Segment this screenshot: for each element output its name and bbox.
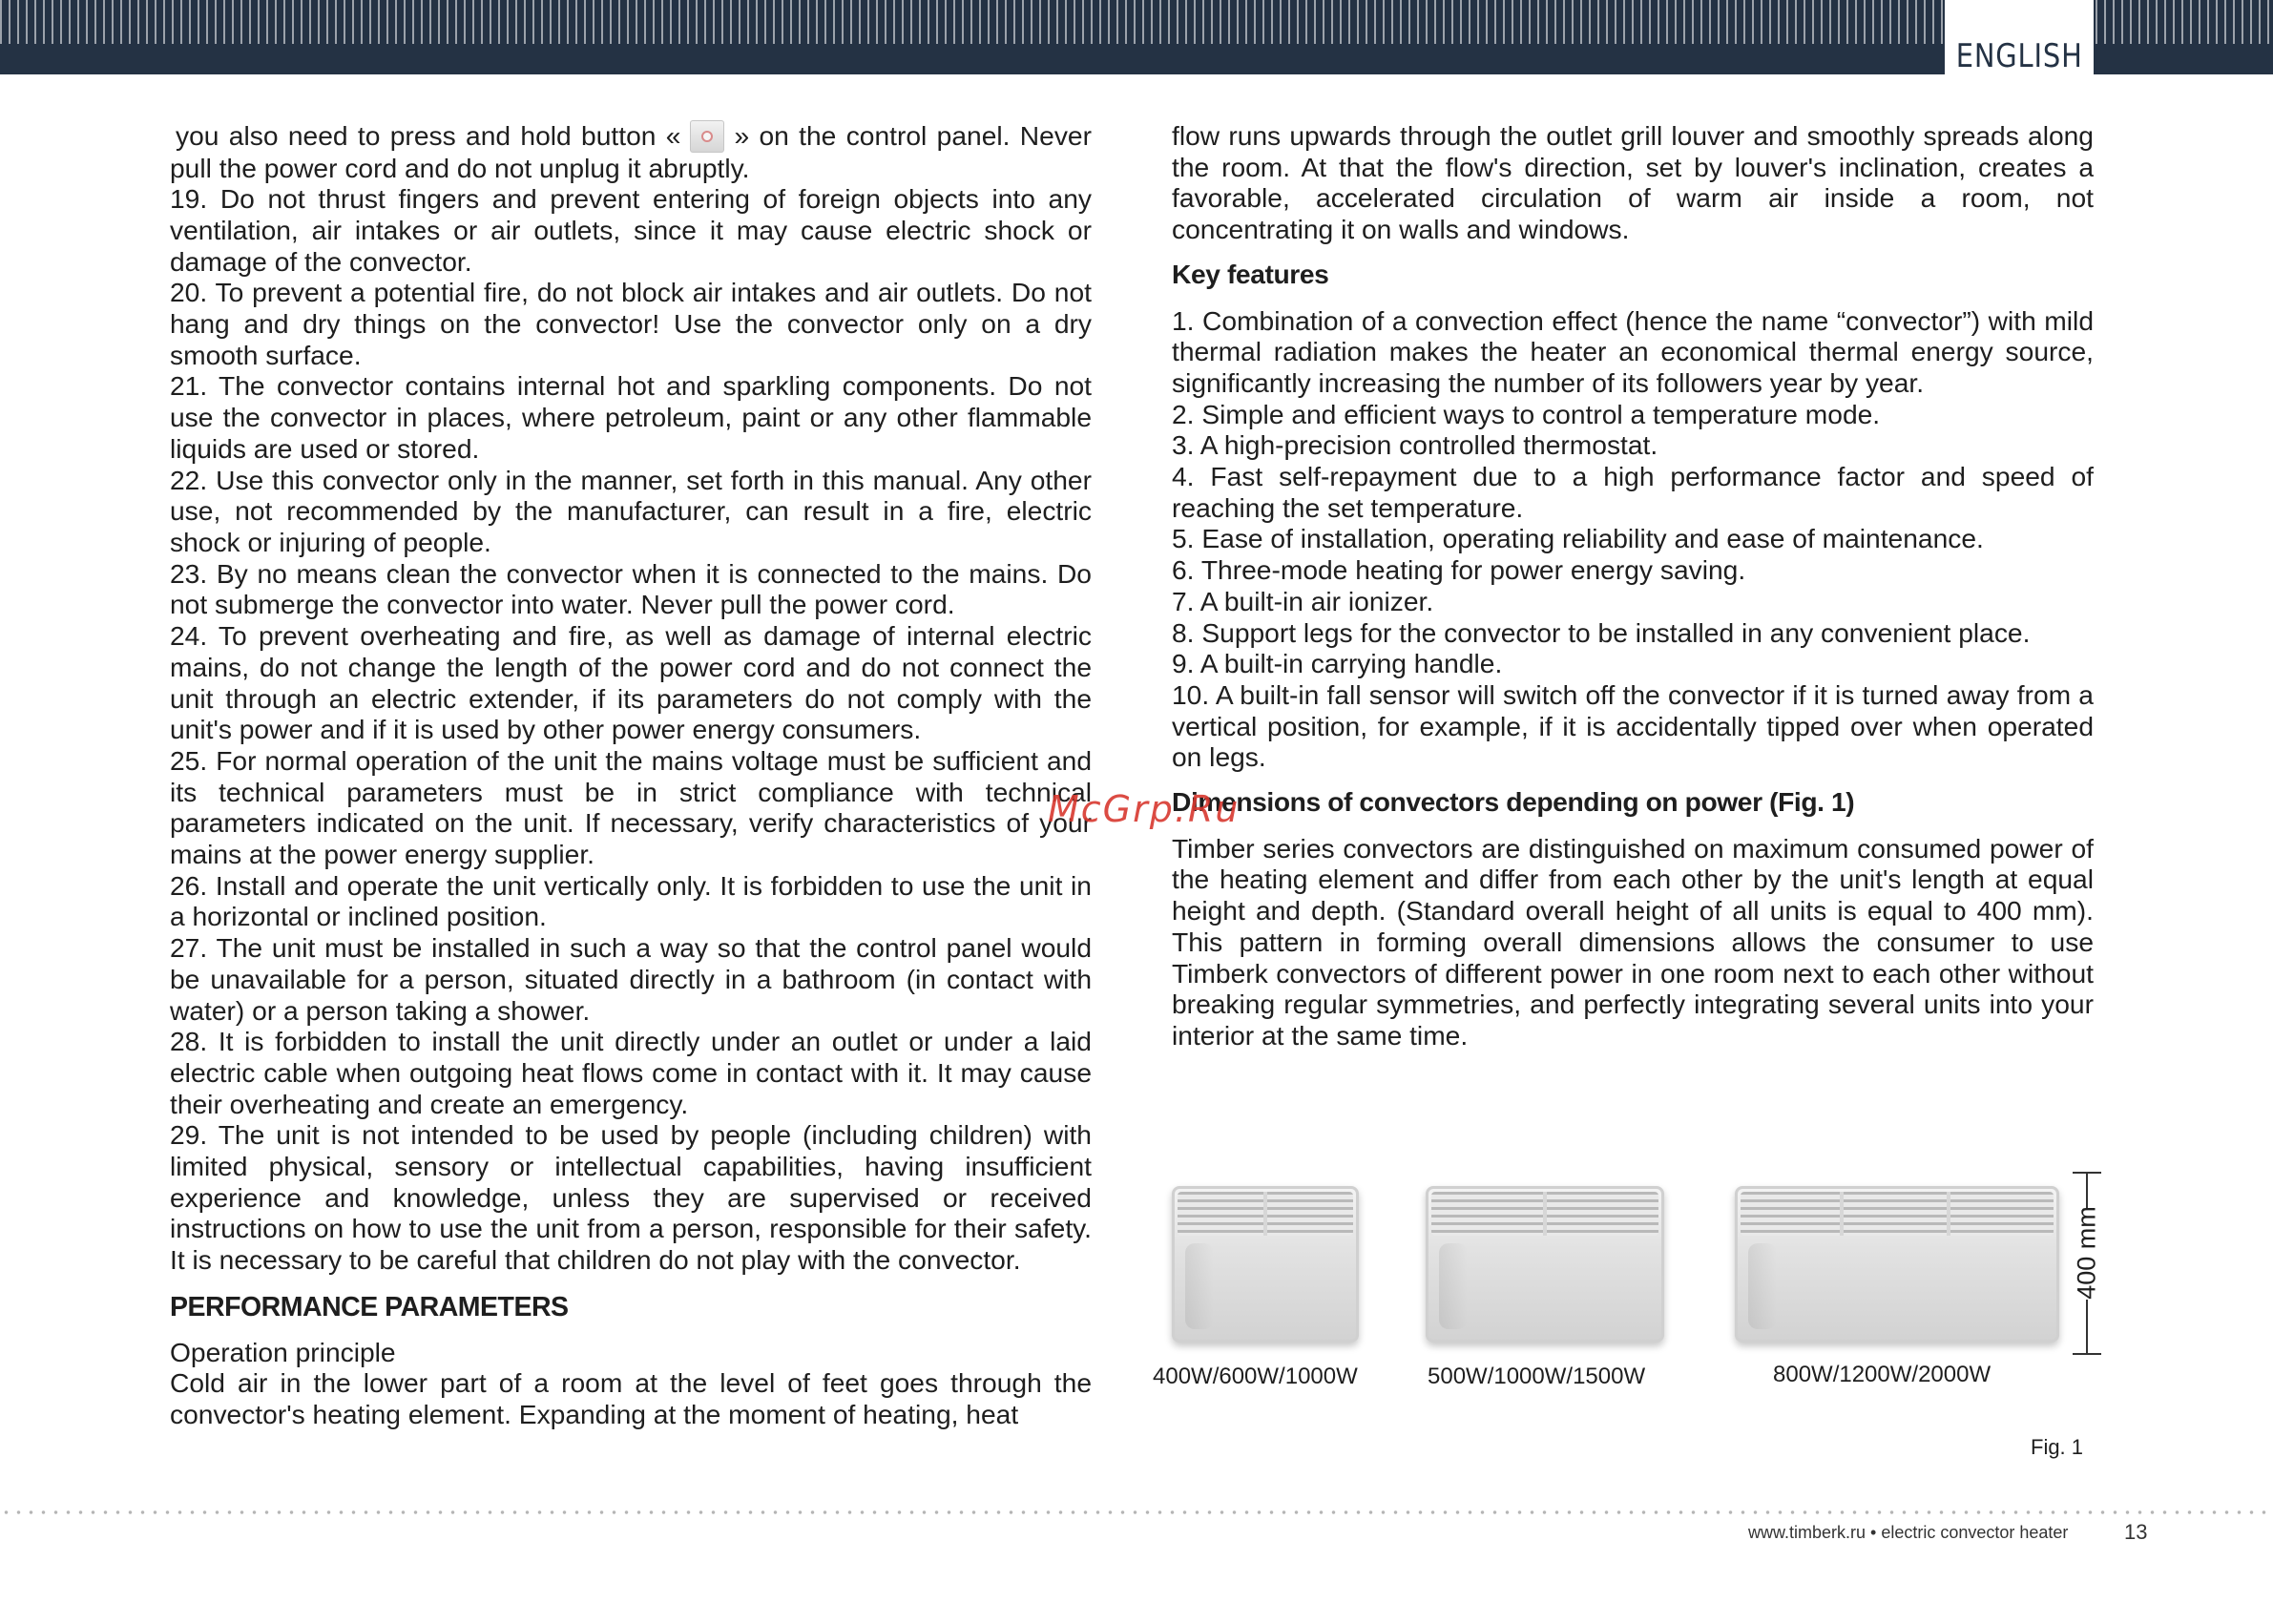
feature-item-3: 3. A high-precision controlled thermostat. [1172, 429, 1658, 461]
heater-medium-image [1426, 1186, 1664, 1343]
caption-medium-heater: 500W/1000W/1500W [1428, 1364, 1646, 1389]
heater-grille-divider [1947, 1192, 1950, 1236]
dimension-tick-bottom [2073, 1353, 2101, 1355]
safety-item-26: 26. Install and operate the unit vertically only. It is forbidden to use the unit in a horizontal or inclined position. [170, 869, 1092, 932]
dimension-line-top [2086, 1172, 2088, 1208]
heater-grille-divider [1263, 1192, 1267, 1236]
caption-small-heater: 400W/600W/1000W [1153, 1364, 1358, 1389]
page-number: 13 [2124, 1520, 2148, 1544]
flow-paragraph: flow runs upwards through the outlet grill louver and smoothly spreads along the room. At that the flow's direction, set by louver's inclination, creates a favorable, accelerated circulation of warm air inside a room, not concentrating it on walls and windows. [1172, 120, 2094, 245]
footer-dotted-divider [0, 1510, 2273, 1514]
safety-item-21: 21. The convector contains internal hot and sparkling components. Do not use the convector in places, where petroleum, paint or any other flammable liquids are used or stored. [170, 370, 1092, 464]
feature-item-8: 8. Support legs for the convector to be installed in any convenient place. [1172, 616, 2031, 648]
feature-item-4: 4. Fast self-repayment due to a high performance factor and speed of reaching the set temperature. [1172, 461, 2094, 523]
safety-item-24: 24. To prevent overheating and fire, as well as damage of internal electric mains, do not change the length of the power cord and do not connect the unit through an electric extender, if its parameters do not comply with the unit's power and if it is used by other power energy consumers. [170, 620, 1092, 745]
heater-shade [1439, 1243, 1468, 1329]
heater-grille-divider [1543, 1192, 1547, 1236]
intro-paragraph [170, 120, 1092, 183]
feature-item-10: 10. A built-in fall sensor will switch off the convector if it is turned away from a vertical position, for example, if it is accidentally tipped over when operated on legs. [1172, 678, 2094, 773]
power-button-icon [690, 120, 724, 153]
heater-small-image [1172, 1186, 1359, 1343]
language-label: ENGLISH [1955, 37, 2083, 75]
footer-url: www.timberk.ru • electric convector heater [1748, 1523, 2069, 1542]
safety-item-25: 25. For normal operation of the unit the mains voltage must be sufficient and its technical parameters must be in strict compliance with technical parameters indicated on the unit. If necessary, verify characteristics of your mains at the power energy supplier. [170, 744, 1092, 870]
intro-text-after: » on the control panel. Never pull the power cord and do not unplug it abruptly. [170, 120, 1092, 183]
heater-shade [1748, 1243, 1777, 1329]
safety-item-19: 19. Do not thrust fingers and prevent entering of foreign objects into any ventilation, air intakes or air outlets, since it may cause electric shock or damage of the convector. [170, 183, 1092, 277]
safety-item-20: 20. To prevent a potential fire, do not block air intakes and air outlets. Do not hang and dry things on the convector! Use the convector only on a dry smooth surface. [170, 277, 1092, 370]
safety-item-23: 23. By no means clean the convector when it is connected to the mains. Do not submerge the convector into water. Never pull the power cord. [170, 557, 1092, 620]
watermark: McGrp.Ru [1048, 788, 1241, 830]
operation-subheading: Operation principle [170, 1336, 396, 1367]
heater-large-image [1735, 1186, 2059, 1343]
dimensions-heading: Dimensions of convectors depending on power (Fig. 1) [1172, 786, 1855, 818]
dimension-line-bottom [2086, 1300, 2088, 1353]
feature-item-9: 9. A built-in carrying handle. [1172, 648, 1503, 679]
header-stripe-bar [0, 0, 2273, 74]
safety-item-22: 22. Use this convector only in the manner, set forth in this manual. Any other use, not recommended by the manufacturer, can result in a fire, electric shock or injuring of people. [170, 464, 1092, 557]
key-features-heading: Key features [1172, 258, 1329, 289]
intro-text-before: you also need to press and hold button « [176, 120, 681, 151]
height-dimension-label: 400 mm [2072, 1206, 2101, 1300]
right-column [1172, 120, 2094, 1051]
heater-grille-divider [1840, 1192, 1844, 1236]
feature-item-2: 2. Simple and efficient ways to control a temperature mode. [1172, 398, 1881, 429]
left-column [170, 120, 1092, 1430]
safety-item-29: 29. The unit is not intended to be used by people (including children) with limited physical, sensory or intellectual capabilities, having insufficient experience and knowledge, unless they are supervised or received instructions on how to use the unit from a person, responsible for their safety. It is necessary to be careful that children do not play with the convector. [170, 1119, 1092, 1276]
performance-heading: PERFORMANCE PARAMETERS [170, 1291, 569, 1322]
language-tab [1945, 0, 2094, 74]
figure-label: Fig. 1 [2031, 1435, 2084, 1459]
safety-item-28: 28. It is forbidden to install the unit directly under an outlet or under a laid electric cable when outgoing heat flows come in contact with it. It may cause their overheating and create an emergency. [170, 1026, 1092, 1119]
feature-item-6: 6. Three-mode heating for power energy saving. [1172, 554, 1746, 586]
feature-item-5: 5. Ease of installation, operating reliability and ease of maintenance. [1172, 523, 1984, 554]
heater-grille [1741, 1192, 2054, 1236]
feature-item-7: 7. A built-in air ionizer. [1172, 585, 1434, 616]
safety-item-27: 27. The unit must be installed in such a way so that the control panel would be unavailable for a person, situated directly in a bathroom (in contact with water) or a person taking a shower. [170, 932, 1092, 1026]
feature-item-1: 1. Combination of a convection effect (hence the name “convector”) with mild thermal radiation makes the heater an economical thermal energy source, significantly increasing the number of its followers year by year. [1172, 304, 2094, 398]
dimensions-paragraph: Timber series convectors are distinguished on maximum consumed power of the heating element and differ from each other by the unit's length at equal height and depth. (Standard overall height of all units is equal to 400 mm). This pattern in forming overall dimensions allows the consumer to use Timberk convectors of different power in one room next to each other without breaking regular symmetries, and perfectly integrating several units into your interior at the same time. [1172, 832, 2094, 1051]
heater-shade [1185, 1243, 1214, 1329]
operation-text: Cold air in the lower part of a room at the level of feet goes through the convector's heating element. Expanding at the moment of heating, heat [170, 1367, 1092, 1429]
caption-large-heater: 800W/1200W/2000W [1773, 1362, 1991, 1387]
